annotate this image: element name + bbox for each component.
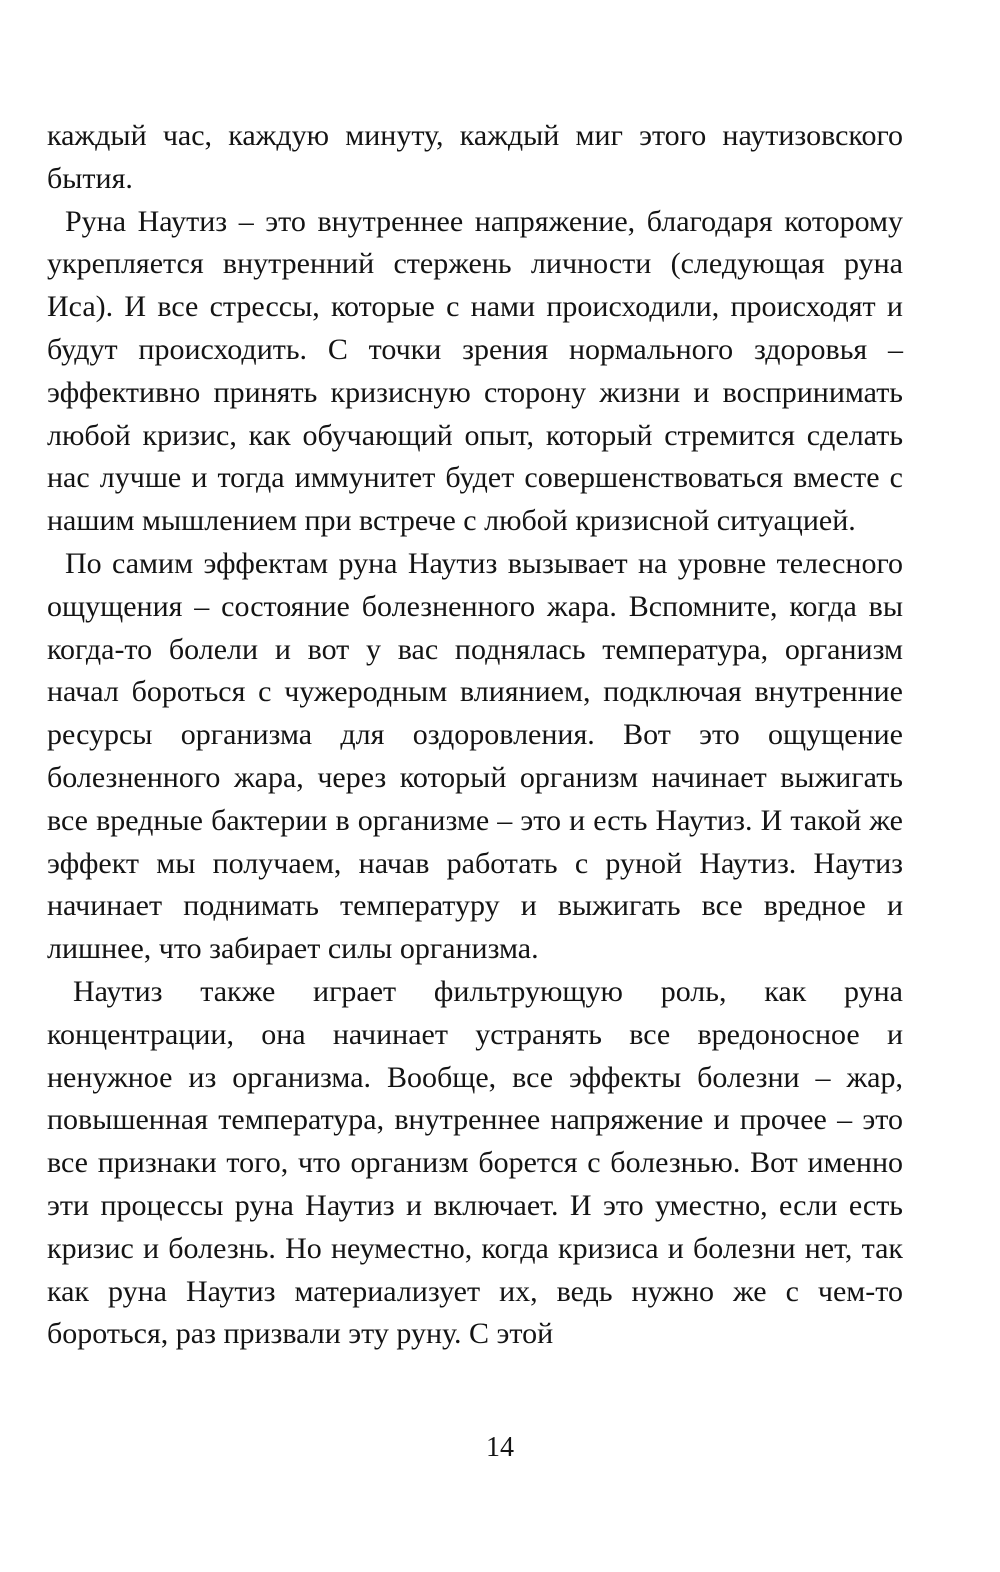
paragraph: Руна Наутиз – это внутреннее напряжение, благодаря которому укрепляется внутренний стержень личности (следующая руна Иса). И все стрессы, которые с нами происходили, происходят и будут происходить. С точки зрения нормального здоровья – эффективно принять кризисную сторону жизни и воспринимать любой кризис, как обучающий опыт, который стремится сделать нас лучше и тогда иммунитет будет совершенствоваться вместе с нашим мышлением при встрече с любой кризисной ситуацией. <box>47 204 903 538</box>
paragraph: Наутиз также играет фильтрующую роль, как руна концентрации, она начинает устранять все вредоносное и ненужное из организма. Вообще, все эффекты болезни – жар, повышенная температура, внутреннее напряжение и прочее – это все признаки того, что организм борется с болезнью. Вот именно эти процессы руна Наутиз и включает. И это уместно, если есть кризис и болезнь. Но неуместно, когда кризиса и болезни нет, так как руна Наутиз материализует их, ведь нужно же с чем-то бороться, раз призвали эту руну. С этой <box>47 974 903 1351</box>
page-number: 14 <box>486 1432 514 1463</box>
paragraph-continuation: каждый час, каждую минуту, каждый миг этого наутизовского бытия. <box>47 119 903 195</box>
paragraph: По самим эффектам руна Наутиз вызывает на уровне телесного ощущения – состояние болезненного жара. Вспомните, когда вы когда-то болели и вот у вас поднялась температура, организм начал бороться с чужеродным влиянием, подключая внутренние ресурсы организма для оздоровления. Вот это ощущение болезненного жара, через который организм начинает выжигать все вредные бактерии в организме – это и есть Наутиз. И такой же эффект мы получаем, начав работать с руной Наутиз. Наутиз начинает поднимать температуру и выжигать все вредное и лишнее, что забирает силы организма. <box>47 546 903 966</box>
page-body <box>47 115 903 1356</box>
